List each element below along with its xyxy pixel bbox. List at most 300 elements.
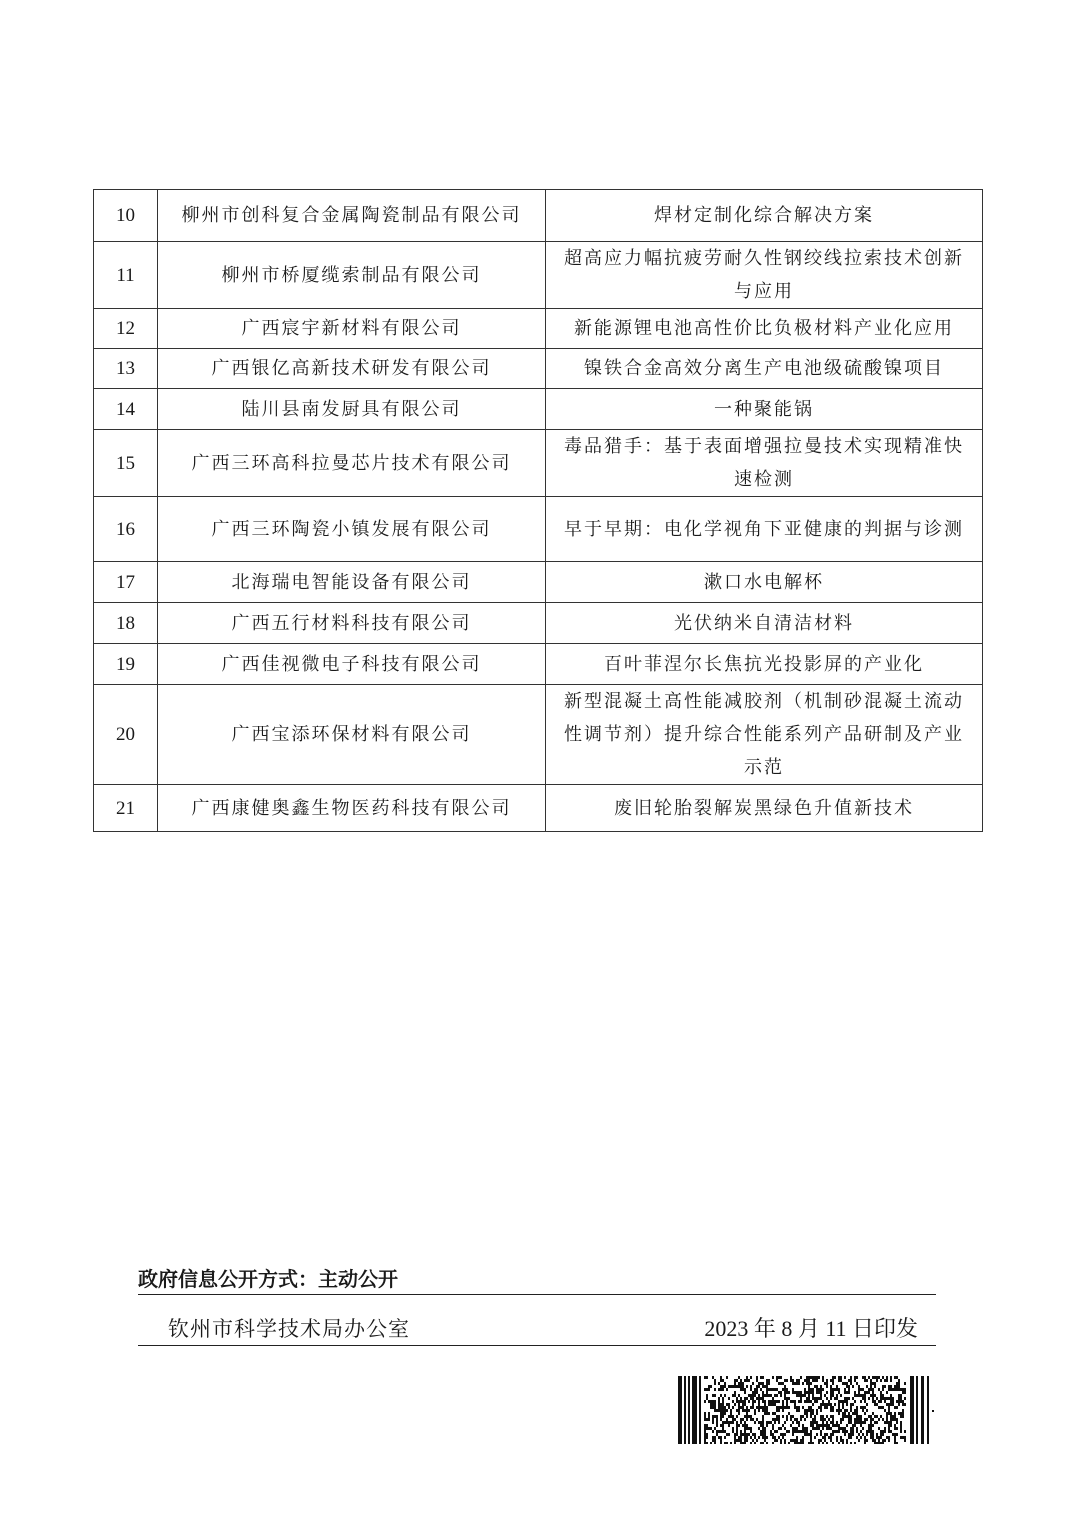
barcode-module [794,1439,796,1442]
barcode-module [762,1406,764,1409]
barcode-module [840,1376,842,1379]
barcode-module [780,1394,782,1397]
row-number: 10 [94,190,158,242]
barcode-module [886,1436,888,1439]
barcode-module [842,1439,844,1442]
barcode-module [776,1430,778,1433]
barcode-module [862,1397,864,1400]
barcode-module [750,1427,752,1430]
barcode-module [826,1442,828,1444]
barcode-module [774,1412,776,1415]
barcode-module [846,1391,848,1394]
barcode-module [874,1376,876,1379]
barcode-module [780,1406,782,1409]
barcode-module [798,1391,800,1394]
barcode-module [796,1379,798,1382]
barcode-module [778,1391,780,1394]
barcode-module [732,1430,734,1433]
barcode-module [766,1436,768,1439]
barcode-module [764,1439,766,1442]
barcode-module [742,1442,744,1444]
barcode-module [876,1379,878,1382]
company-name: 广西三环陶瓷小镇发展有限公司 [158,497,546,562]
barcode-module [718,1430,720,1433]
barcode-module [792,1433,794,1436]
barcode-module [818,1388,820,1391]
barcode-module [710,1406,712,1409]
barcode-module [748,1379,750,1382]
barcode-module [726,1442,728,1444]
barcode-module [822,1421,824,1424]
barcode-module [766,1409,768,1412]
barcode-module [742,1385,744,1388]
barcode-module [754,1409,756,1412]
barcode-module [782,1382,784,1385]
barcode-module [804,1418,806,1421]
barcode-module [730,1385,732,1388]
project-name: 镍铁合金高效分离生产电池级硫酸镍项目 [546,349,983,389]
barcode-module [836,1397,838,1400]
barcode-module [808,1385,810,1388]
barcode-module [792,1388,794,1391]
barcode-module [888,1397,890,1400]
barcode-module [848,1397,850,1400]
barcode-module [836,1385,838,1388]
barcode-module [842,1415,844,1418]
barcode-module [710,1427,712,1430]
barcode-module [766,1385,768,1388]
barcode-module [830,1385,832,1388]
barcode-module [898,1403,900,1406]
barcode-module [832,1409,834,1412]
barcode-module [778,1382,780,1385]
barcode-module [882,1442,884,1444]
barcode-module [842,1442,844,1444]
barcode-module [904,1391,906,1394]
barcode-module [776,1379,778,1382]
barcode-module [728,1415,730,1418]
barcode-module [770,1400,772,1403]
barcode-module [784,1391,786,1394]
barcode-module [792,1421,794,1424]
barcode-module [762,1382,764,1385]
barcode-module [712,1394,714,1397]
barcode-module [758,1382,760,1385]
barcode-module [740,1430,742,1433]
barcode-module [838,1400,840,1403]
barcode-module [840,1400,842,1403]
barcode-module [778,1400,780,1403]
barcode-module [884,1400,886,1403]
barcode-module [736,1424,738,1427]
barcode-module [808,1406,810,1409]
barcode-module [778,1376,780,1379]
barcode-module [868,1424,870,1427]
barcode-module [746,1436,748,1439]
barcode-module [742,1400,744,1403]
barcode-module [714,1394,716,1397]
barcode-module [716,1424,718,1427]
barcode-module [762,1385,764,1388]
barcode-module [706,1376,708,1379]
barcode-module [862,1427,864,1430]
barcode-module [880,1400,882,1403]
barcode-module [880,1415,882,1418]
barcode-module [800,1391,802,1394]
barcode-module [704,1427,706,1430]
barcode-module [802,1430,804,1433]
barcode-module [826,1403,828,1406]
project-name: 漱口水电解杯 [546,562,983,603]
barcode-module [774,1388,776,1391]
barcode-module [838,1427,840,1430]
barcode-module [740,1433,742,1436]
barcode-module [742,1433,744,1436]
barcode-module [722,1400,724,1403]
barcode-module [756,1418,758,1421]
barcode-module [734,1379,736,1382]
barcode-module [722,1430,724,1433]
barcode-module [888,1424,890,1427]
barcode-module [728,1424,730,1427]
barcode-module [868,1415,870,1418]
barcode-module [772,1418,774,1421]
barcode-module [786,1388,788,1391]
barcode-module [856,1418,858,1421]
barcode-module [826,1424,828,1427]
barcode-module [728,1397,730,1400]
barcode-module [884,1385,886,1388]
barcode-module [852,1403,854,1406]
barcode-module [904,1397,906,1400]
barcode-module [758,1421,760,1424]
barcode-module [788,1442,790,1444]
barcode-module [704,1412,706,1415]
barcode-module [810,1400,812,1403]
barcode-module [868,1376,870,1379]
barcode-module [832,1421,834,1424]
barcode-module [816,1421,818,1424]
barcode-module [838,1409,840,1412]
barcode-module [870,1421,872,1424]
barcode-module [844,1430,846,1433]
barcode-module [728,1433,730,1436]
barcode-module [862,1406,864,1409]
barcode-module [814,1397,816,1400]
barcode-module [806,1376,808,1379]
company-name: 广西银亿高新技术研发有限公司 [158,349,546,389]
barcode-module [784,1388,786,1391]
barcode-module [888,1406,890,1409]
barcode-module [820,1385,822,1388]
barcode-module [892,1415,894,1418]
project-name: 超高应力幅抗疲劳耐久性钢绞线拉索技术创新与应用 [546,242,983,309]
barcode-module [810,1388,812,1391]
barcode-module [802,1382,804,1385]
barcode-module [712,1400,714,1403]
barcode-module [762,1421,764,1424]
barcode-module [854,1376,856,1379]
barcode-module [842,1403,844,1406]
barcode-module [752,1418,754,1421]
barcode-module [784,1397,786,1400]
barcode-module [706,1388,708,1391]
barcode-module [746,1397,748,1400]
barcode-module [758,1436,760,1439]
barcode-module [808,1442,810,1444]
barcode-module [856,1436,858,1439]
barcode-module [704,1415,706,1418]
barcode-module [872,1382,874,1385]
barcode-module [748,1427,750,1430]
barcode-module [752,1400,754,1403]
barcode-module [802,1394,804,1397]
barcode-module [844,1409,846,1412]
barcode-module [896,1421,898,1424]
barcode-module [822,1424,824,1427]
barcode-module [776,1439,778,1442]
barcode-module [822,1427,824,1430]
barcode-module [822,1442,824,1444]
barcode-module [726,1433,728,1436]
barcode-module [872,1436,874,1439]
barcode-module [854,1409,856,1412]
barcode-module [894,1436,896,1439]
barcode-module [818,1376,820,1379]
barcode-module [770,1433,772,1436]
barcode-module [874,1394,876,1397]
barcode-module [816,1379,818,1382]
barcode-module [862,1433,864,1436]
barcode-module [844,1397,846,1400]
barcode-module [766,1382,768,1385]
barcode-module [738,1400,740,1403]
barcode-module [864,1391,866,1394]
barcode-module [832,1415,834,1418]
barcode-module [818,1439,820,1442]
barcode-module [746,1379,748,1382]
barcode-module [902,1415,904,1418]
barcode-module [888,1439,890,1442]
barcode-module [712,1415,714,1418]
barcode-module [744,1439,746,1442]
barcode-module [860,1388,862,1391]
barcode-module [756,1397,758,1400]
barcode-module [808,1397,810,1400]
barcode-module [830,1403,832,1406]
barcode-module [712,1430,714,1433]
barcode-module [812,1409,814,1412]
barcode-module [762,1427,764,1430]
barcode-module [804,1412,806,1415]
barcode-module [740,1442,742,1444]
barcode-module [736,1427,738,1430]
barcode-module [894,1376,896,1379]
barcode-module [846,1439,848,1442]
barcode-module [844,1388,846,1391]
barcode-module [796,1409,798,1412]
barcode-module [864,1412,866,1415]
barcode-module [732,1400,734,1403]
barcode-module [844,1400,846,1403]
barcode-module [782,1388,784,1391]
barcode-module [886,1421,888,1424]
barcode-module [734,1442,736,1444]
barcode-module [774,1421,776,1424]
barcode-module [880,1430,882,1433]
barcode-module [794,1391,796,1394]
barcode-module [816,1391,818,1394]
barcode-module [836,1394,838,1397]
barcode-module [746,1376,748,1379]
barcode-module [752,1439,754,1442]
barcode-module [748,1409,750,1412]
barcode-module [798,1406,800,1409]
barcode-module [738,1424,740,1427]
barcode-module [722,1403,724,1406]
barcode-module [778,1436,780,1439]
barcode-module [874,1382,876,1385]
row-number: 13 [94,349,158,389]
barcode-module [862,1421,864,1424]
barcode-module [724,1385,726,1388]
barcode-module [780,1439,782,1442]
company-name: 陆川县南发厨具有限公司 [158,389,546,430]
barcode-module [878,1439,880,1442]
barcode-module [804,1430,806,1433]
barcode-module [814,1379,816,1382]
barcode-module [888,1388,890,1391]
barcode-module [718,1409,720,1412]
barcode-module [820,1424,822,1427]
barcode-module [858,1415,860,1418]
barcode-module [806,1430,808,1433]
barcode-module [902,1388,904,1391]
barcode-module [784,1406,786,1409]
barcode-module [832,1424,834,1427]
barcode-module [704,1436,706,1439]
barcode-module [838,1379,840,1382]
barcode-module [736,1415,738,1418]
barcode-module [756,1379,758,1382]
barcode-module [714,1442,716,1444]
table-row [94,309,983,349]
disclosure-line: 政府信息公开方式：主动公开 [138,1265,936,1295]
barcode-module [850,1433,852,1436]
barcode-module [850,1379,852,1382]
barcode-module [882,1418,884,1421]
table-row [94,349,983,389]
barcode-module [820,1409,822,1412]
barcode-module [742,1388,744,1391]
barcode-module [876,1442,878,1444]
barcode-module [764,1409,766,1412]
barcode-module [746,1406,748,1409]
barcode-module [812,1421,814,1424]
barcode-module [704,1433,706,1436]
barcode-module [800,1394,802,1397]
barcode-module [796,1421,798,1424]
barcode-module [768,1421,770,1424]
company-name: 北海瑞电智能设备有限公司 [158,562,546,603]
barcode-module [832,1418,834,1421]
barcode-module [780,1442,782,1444]
barcode-module [718,1400,720,1403]
barcode-module [820,1415,822,1418]
barcode-module [830,1388,832,1391]
barcode-module [788,1430,790,1433]
barcode-module [860,1421,862,1424]
barcode-module [760,1424,762,1427]
barcode-module [792,1427,794,1430]
company-name: 广西宝添环保材料有限公司 [158,685,546,785]
barcode-module [828,1424,830,1427]
barcode-module [730,1415,732,1418]
barcode-module [740,1388,742,1391]
table-row [94,562,983,603]
barcode-module [878,1427,880,1430]
table-row [94,190,983,242]
barcode-module [870,1394,872,1397]
barcode-module [896,1382,898,1385]
barcode-module [840,1427,842,1430]
barcode-module [726,1409,728,1412]
barcode-module [846,1403,848,1406]
barcode-module [880,1391,882,1394]
barcode-module [720,1430,722,1433]
barcode-module [850,1427,852,1430]
barcode-module [864,1400,866,1403]
barcode-module [820,1394,822,1397]
barcode-module [872,1391,874,1394]
barcode-module [786,1430,788,1433]
barcode-module [846,1415,848,1418]
barcode-module [750,1388,752,1391]
barcode-module [788,1391,790,1394]
barcode-module [832,1382,834,1385]
barcode-module [722,1379,724,1382]
barcode-module [870,1382,872,1385]
barcode-module [898,1388,900,1391]
barcode-module [732,1427,734,1430]
barcode-module [722,1385,724,1388]
barcode-module [744,1391,746,1394]
barcode-module [892,1403,894,1406]
barcode-module [708,1385,710,1388]
barcode-module [852,1427,854,1430]
barcode-module [866,1379,868,1382]
barcode-module [766,1379,768,1382]
barcode-module [782,1436,784,1439]
barcode-module [892,1388,894,1391]
barcode-module [824,1394,826,1397]
barcode-module [826,1415,828,1418]
barcode-module [736,1397,738,1400]
barcode-module [712,1403,714,1406]
barcode-module [738,1385,740,1388]
barcode-module [762,1394,764,1397]
barcode-module [804,1379,806,1382]
barcode-module [726,1376,728,1379]
barcode-module [712,1418,714,1421]
barcode-module [714,1406,716,1409]
barcode-module [898,1412,900,1415]
barcode-module [704,1400,706,1403]
barcode-module [764,1385,766,1388]
barcode-module [822,1379,824,1382]
barcode-module [856,1412,858,1415]
barcode-module [870,1379,872,1382]
